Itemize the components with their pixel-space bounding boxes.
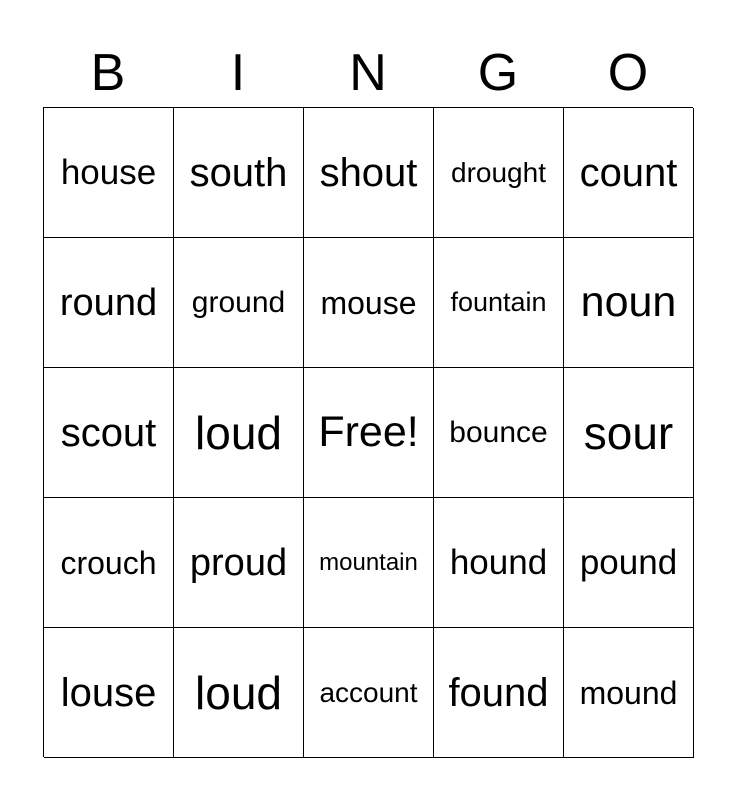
cell-word: bounce (449, 415, 548, 449)
cell-word: house (60, 153, 157, 192)
bingo-cell[interactable] (174, 628, 304, 758)
bingo-header (43, 42, 693, 104)
free-space-label: Free! (318, 408, 419, 456)
bingo-cell[interactable] (304, 628, 434, 758)
bingo-cell[interactable] (44, 238, 174, 368)
cell-word: found (448, 670, 549, 715)
bingo-cell[interactable] (174, 238, 304, 368)
header-letter-g: G (477, 44, 519, 102)
bingo-cell[interactable] (434, 498, 564, 628)
bingo-cell[interactable] (174, 498, 304, 628)
bingo-cell[interactable] (434, 628, 564, 758)
bingo-cell[interactable] (564, 628, 694, 758)
bingo-cell[interactable] (44, 498, 174, 628)
cell-word: loud (195, 406, 282, 459)
header-letter-b: B (90, 44, 126, 102)
bingo-cell[interactable] (44, 368, 174, 498)
cell-word: count (579, 150, 678, 195)
bingo-cell[interactable] (304, 498, 434, 628)
cell-word: shout (319, 150, 418, 195)
bingo-cell[interactable] (304, 238, 434, 368)
cell-word: mound (579, 674, 678, 711)
cell-word: scout (60, 410, 157, 455)
cell-word: loud (195, 666, 282, 719)
cell-word: account (319, 676, 418, 708)
cell-word: ground (191, 285, 286, 319)
cell-word: mountain (319, 548, 418, 576)
cell-word: mouse (320, 284, 417, 321)
cell-word: proud (189, 541, 288, 584)
bingo-cell[interactable] (174, 368, 304, 498)
bingo-cell[interactable] (304, 108, 434, 238)
cell-word: sour (583, 406, 674, 459)
bingo-cell[interactable] (434, 108, 564, 238)
bingo-cell[interactable] (434, 368, 564, 498)
bingo-cell[interactable] (564, 238, 694, 368)
cell-word: pound (579, 543, 678, 582)
cell-word: round (59, 281, 158, 324)
bingo-board (43, 107, 693, 757)
bingo-cell[interactable] (434, 238, 564, 368)
header-letter-n: N (349, 44, 387, 102)
cell-word: hound (449, 543, 548, 582)
header-letter-o: O (607, 44, 649, 102)
bingo-cell[interactable] (564, 108, 694, 238)
cell-word: fountain (450, 287, 547, 317)
bingo-cell[interactable] (174, 108, 304, 238)
cell-word: crouch (60, 544, 157, 581)
cell-word: louse (60, 670, 157, 715)
header-letter-i: I (230, 44, 246, 102)
bingo-cell[interactable] (44, 628, 174, 758)
cell-word: drought (451, 156, 546, 188)
bingo-cell[interactable] (564, 498, 694, 628)
cell-word: noun (580, 278, 677, 326)
bingo-cell[interactable] (44, 108, 174, 238)
free-space-cell[interactable] (304, 368, 434, 498)
bingo-cell[interactable] (564, 368, 694, 498)
cell-word: south (189, 150, 288, 195)
